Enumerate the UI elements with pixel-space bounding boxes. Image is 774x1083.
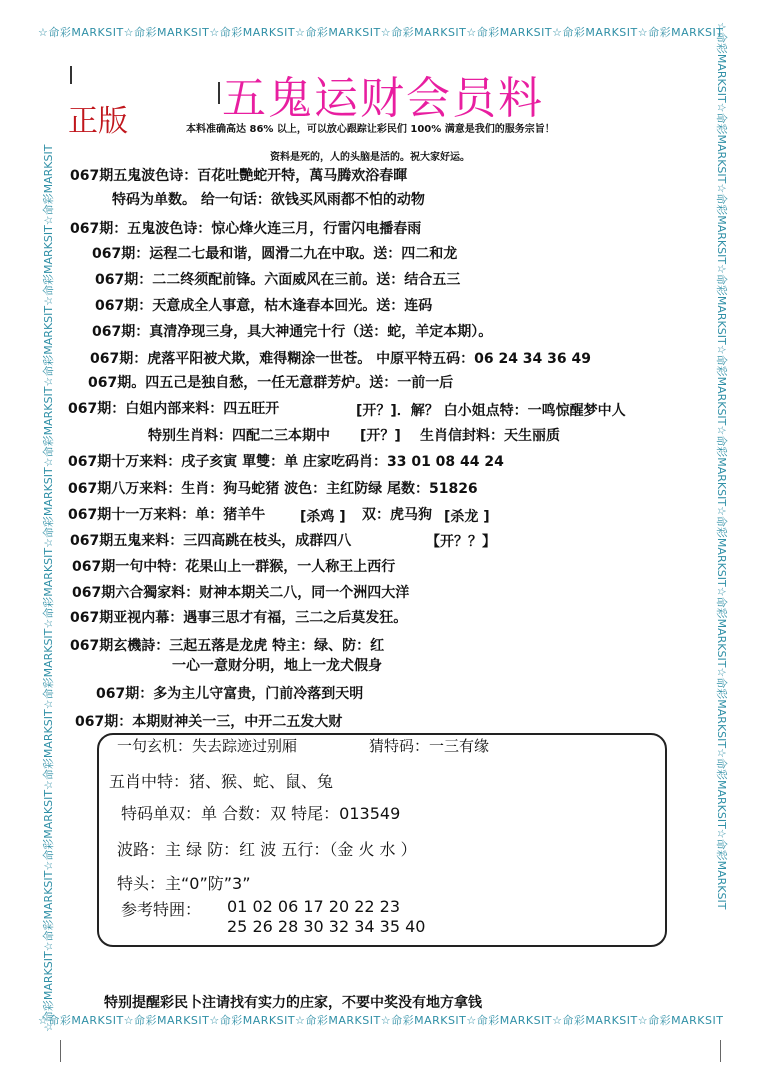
list-item: 067期六合獨家料：财神本期关二八，同一个洲四大洋 (72, 585, 410, 601)
list-item: 一心一意财分明，地上一龙犬假身 (172, 658, 382, 674)
list-item: 067期：白姐内部来料：四五旺开 (68, 401, 280, 417)
list-item: 067期五鬼波色诗：百花吐艷蛇开特，萬马腾欢浴春暉 (70, 168, 408, 184)
riddle-line: 一句玄机：失去踪迹过别厢 (117, 737, 298, 755)
reference-label: 参考特囲： (121, 900, 202, 919)
head-line: 特头：主“0”防”3” (117, 874, 251, 893)
corner-bracket-right (700, 1040, 721, 1062)
subtitle-goodluck: 资料是死的，人的头脑是活的。祝大家好运。 (270, 152, 470, 163)
list-item: 067期亚视内幕：遇事三思才有福，三二之后莫发狂。 (70, 610, 408, 626)
prediction-box (97, 733, 667, 947)
decorative-border-top: ☆命彩MARKSIT☆命彩MARKSIT☆命彩MARKSIT☆命彩MARKSIT☆命彩MARKSIT☆命彩MARKSIT☆命彩MARKSIT☆命彩MARKSIT (38, 26, 724, 39)
five-zodiac-line: 五肖中特：猪、猴、蛇、鼠、兔 (109, 772, 334, 791)
list-item: 067期十万来料：戌子亥寅 單雙：单 庄家吃码肖：33 01 08 44 24 (68, 454, 504, 470)
list-item: 067期：多为主儿守富贵，门前冷落到天明 (96, 686, 364, 702)
subtitle-accuracy: 本料准确高达 86% 以上，可以放心跟踪让彩民们 100% 满意是我们的服务宗旨！ (186, 124, 555, 135)
list-item: 067期。四五己是独自愁，一任无意群芳炉。送：一前一后 (88, 375, 454, 391)
decorative-border-bottom: ☆命彩MARKSIT☆命彩MARKSIT☆命彩MARKSIT☆命彩MARKSIT☆命彩MARKSIT☆命彩MARKSIT☆命彩MARKSIT☆命彩MARKSIT (38, 1014, 724, 1027)
list-item: 067期一句中特：花果山上一群猴，一人称王上西行 (72, 559, 396, 575)
title-divider (218, 82, 220, 104)
list-item: 067期：真清净现三身，具大神通完十行（送：蛇，羊定本期）。 (92, 324, 493, 340)
corner-bracket-left (60, 1040, 81, 1062)
wave-line: 波路：主 绿 防：红 波 五行：（金 火 水 ） (117, 840, 417, 859)
list-item: 067期五鬼来料：三四高跳在枝头，成群四八 (70, 533, 352, 549)
list-item: 067期：虎落平阳被犬欺，难得糊涂一世苍。 中原平特五码：06 24 34 36 49 (90, 351, 592, 367)
list-item: 特别生肖料：四配二三本期中 (148, 428, 330, 444)
list-item: 067期八万来料：生肖：狗马蛇猪 波色：主红防绿 尾数：51826 (68, 481, 478, 497)
list-item: [杀鸡 ] (300, 509, 346, 525)
odd-even-line: 特码单双：单 合数：双 特尾：013549 (121, 804, 401, 823)
list-item: 067期十一万来料：单：猪羊牛 (68, 507, 266, 523)
list-item: 双：虎马狗 (362, 507, 432, 523)
list-item: 067期：天意成全人事意，枯木逢春本回光。送：连码 (95, 298, 433, 314)
list-item: 067期：五鬼波色诗：惊心烽火连三月，行雷闪电播春雨 (70, 221, 422, 237)
corner-mark (70, 66, 72, 84)
guess-line: 猜特码：一三有缘 (369, 737, 490, 755)
list-item: 067期：二二终须配前锋。六面威风在三前。送：结合五三 (95, 272, 461, 288)
reference-row-2: 25 26 28 30 32 34 35 40 (227, 917, 426, 936)
page-title: 五鬼运财会员料 (222, 73, 544, 124)
list-item: 067期玄機詩：三起五落是龙虎 特主：绿、防：红 (70, 638, 385, 654)
list-item: [杀龙 ] (444, 509, 490, 525)
authentic-badge: 正版 (68, 104, 128, 139)
list-item: 特码为单数。 给一句话：欲钱买风雨都不怕的动物 (112, 192, 425, 208)
list-item: [开？] (360, 428, 401, 444)
list-item: [开？]．解？ 白小姐点特：一鸣惊醒梦中人 (356, 403, 626, 419)
list-item: 067期：本期财神关一三，中开二五发大财 (75, 714, 343, 730)
list-item: 067期：运程二七最和谐，圆滑二九在中取。送：四二和龙 (92, 246, 458, 262)
decorative-border-left: ☆命彩MARKSIT☆命彩MARKSIT☆命彩MARKSIT☆命彩MARKSIT☆命彩MARKSIT☆命彩MARKSIT☆命彩MARKSIT☆命彩MARKSIT☆命彩MARKSIT☆命彩MARKSIT☆命彩MARKSIT (42, 144, 55, 1032)
list-item: 【开？？】 (426, 534, 496, 550)
decorative-border-right: ☆命彩MARKSIT☆命彩MARKSIT☆命彩MARKSIT☆命彩MARKSIT☆命彩MARKSIT☆命彩MARKSIT☆命彩MARKSIT☆命彩MARKSIT☆命彩MARKSIT☆命彩MARKSIT☆命彩MARKSIT (715, 22, 728, 910)
list-item: 生肖信封料：天生丽质 (420, 428, 560, 444)
footer-notice: 特别提醒彩民卜注请找有实力的庄家，不要中奖没有地方拿钱 (104, 995, 482, 1011)
reference-row-1: 01 02 06 17 20 22 23 (227, 897, 401, 916)
